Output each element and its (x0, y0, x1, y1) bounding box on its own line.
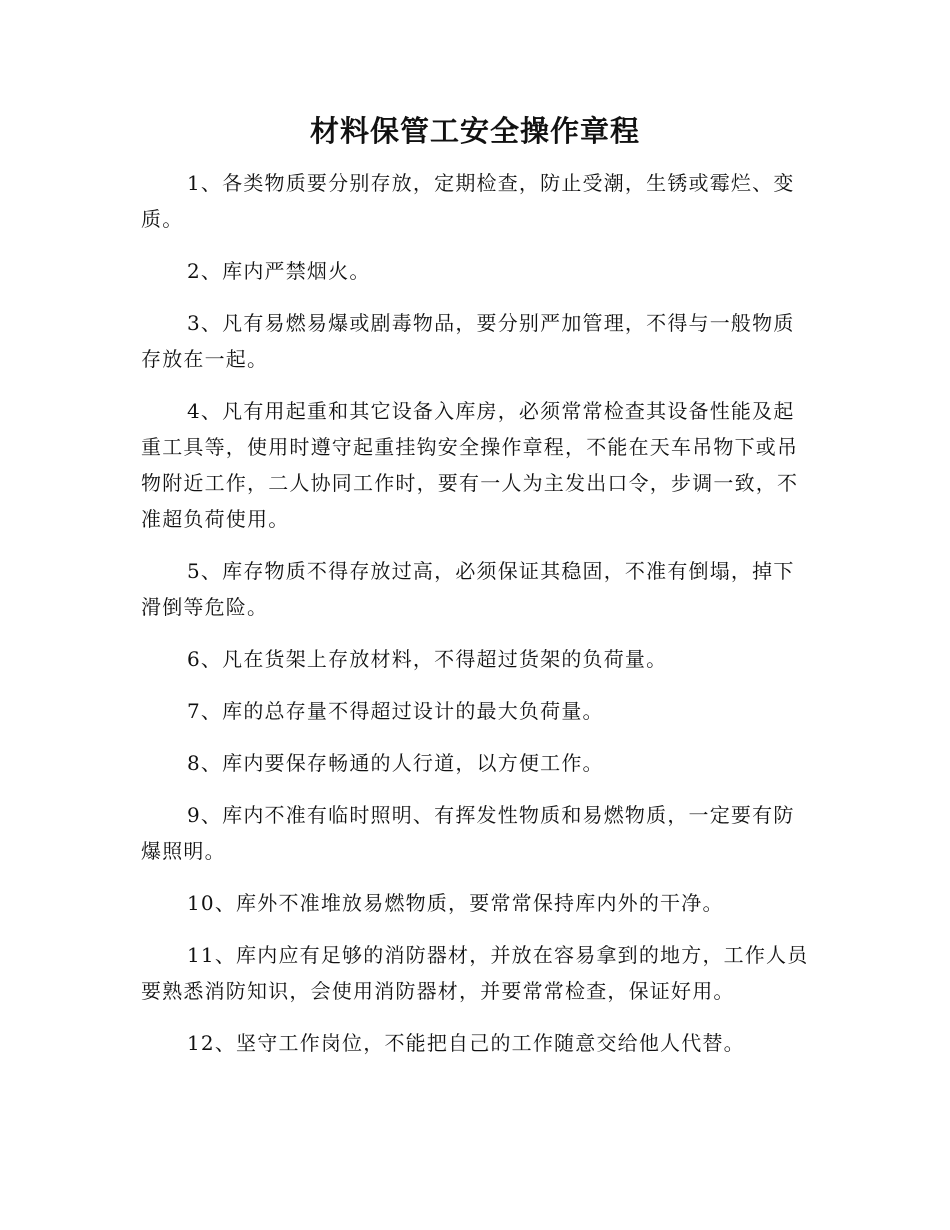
paragraph-11: 11、库内应有足够的消防器材，并放在容易拿到的地方，工作人员要熟悉消防知识，会使用消防器材，并要常常检查，保证好用。 (141, 943, 809, 1003)
paragraph-9: 9、库内不准有临时照明、有挥发性物质和易燃物质，一定要有防爆照明。 (141, 803, 795, 863)
paragraph-3: 3、凡有易燃易爆或剧毒物品，要分别严加管理，不得与一般物质存放在一起。 (141, 311, 795, 371)
document-body (141, 165, 809, 1077)
paragraph-2: 2、库内严禁烟火。 (187, 259, 371, 283)
paragraph-1: 1、各类物质要分别存放，定期检查，防止受潮，生锈或霉烂、变质。 (141, 171, 795, 231)
paragraph-7: 7、库的总存量不得超过设计的最大负荷量。 (187, 699, 604, 723)
paragraph-5: 5、库存物质不得存放过高，必须保证其稳固，不准有倒塌，掉下滑倒等危险。 (141, 559, 795, 619)
paragraph-6: 6、凡在货架上存放材料，不得超过货架的负荷量。 (187, 647, 668, 671)
paragraph-12: 12、坚守工作岗位，不能把自己的工作随意交给他人代替。 (187, 1031, 745, 1055)
document-title: 材料保管工安全操作章程 (309, 114, 640, 148)
paragraph-4: 4、凡有用起重和其它设备入库房，必须常常检查其设备性能及起重工具等，使用时遵守起重挂钩安全操作章程，不能在天车吊物下或吊物附近工作，二人协同工作时，要有一人为主发出口令，步调一致，不准超负荷使用。 (141, 399, 799, 531)
paragraph-8: 8、库内要保存畅通的人行道，以方便工作。 (187, 751, 604, 775)
paragraph-10: 10、库外不准堆放易燃物质，要常常保持库内外的干净。 (187, 891, 724, 915)
